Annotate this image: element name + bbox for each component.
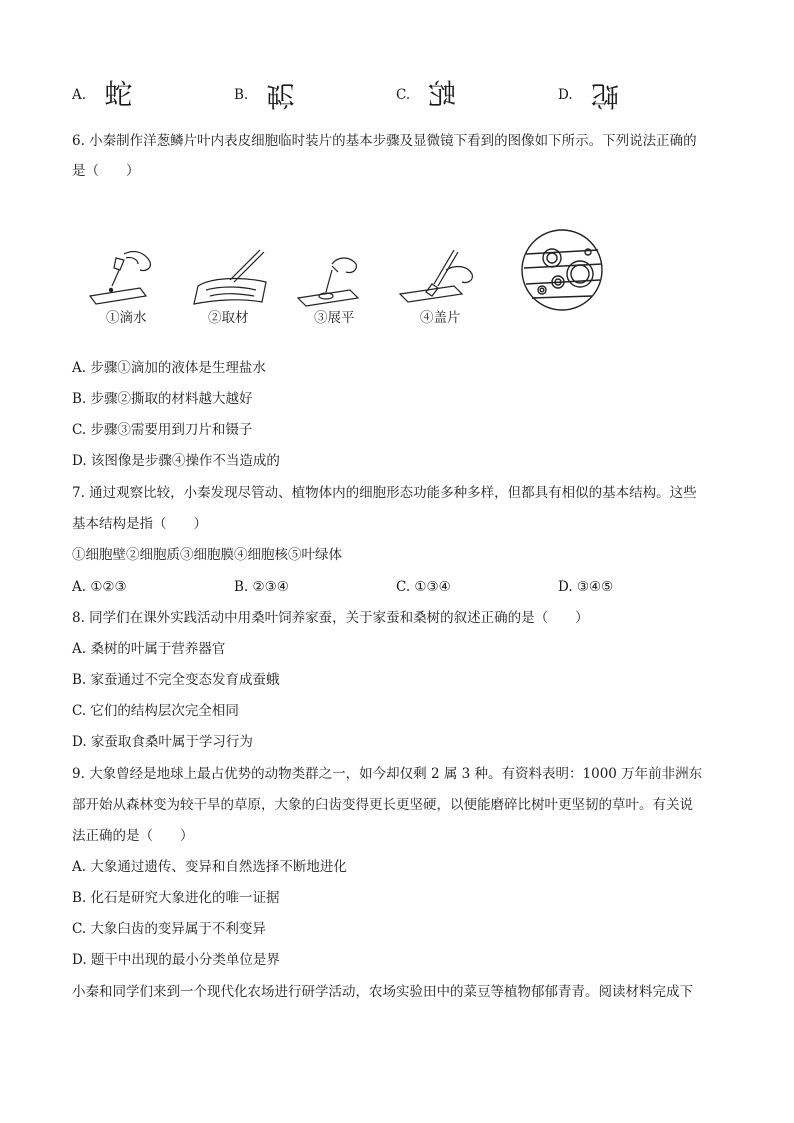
option-label: D. [558, 86, 573, 103]
character-flipped-vertical: 蛇 [266, 78, 295, 112]
q6-option-c: C. 步骤③需要用到刀片和镊子 [72, 422, 253, 438]
character-rotated: 蛇 [590, 78, 619, 112]
step1-drawing [90, 252, 150, 304]
microscope-view-drawing [522, 230, 602, 310]
step2-drawing [194, 250, 266, 304]
q9-stem-line1: 9. 大象曾经是地球上最占优势的动物类群之一，如今却仅剩 2 属 3 种。有资料表明：1000 万年前非洲东 [72, 766, 703, 782]
q5-option-c [396, 74, 456, 115]
q6-stem-line2: 是（ ） [72, 163, 140, 179]
character-normal: 蛇 [104, 77, 133, 111]
q7-option-d: D. ③④⑤ [558, 579, 614, 595]
q9-stem-line2: 部开始从森林变为较干旱的草原，大象的臼齿变得更长更坚硬，以便能磨碎比树叶更坚韧的草叶。有关说 [72, 797, 693, 813]
q7-stem-line1: 7. 通过观察比较，小秦发现尽管动、植物体内的细胞形态功能多种多样，但都具有相似的基本结构。这些 [72, 485, 697, 501]
q9-stem-line3: 法正确的是（ ） [72, 828, 194, 844]
q6-stem-line1: 6. 小秦制作洋葱鳞片叶内表皮细胞临时装片的基本步骤及显微镜下看到的图像如下所示。下列说法正确的 [72, 133, 697, 149]
step1-caption: ①滴水 [106, 310, 147, 326]
q8-option-a: A. 桑树的叶属于营养器官 [72, 641, 226, 657]
q7-option-b: B. ②③④ [234, 579, 289, 595]
q5-option-d [558, 74, 619, 115]
q5-option-b [234, 74, 295, 115]
q8-stem: 8. 同学们在课外实践活动中用桑叶饲养家蚕，关于家蚕和桑树的叙述正确的是（ ） [72, 610, 589, 626]
q9-option-b: B. 化石是研究大象进化的唯一证据 [72, 890, 280, 906]
q6-figure [80, 228, 620, 338]
q6-option-d: D. 该图像是步骤④操作不当造成的 [72, 453, 280, 469]
step4-drawing [400, 250, 472, 302]
material-intro: 小秦和同学们来到一个现代化农场进行研学活动，农场实验田中的菜豆等植物郁郁青青。阅读材料完成下 [72, 984, 693, 1000]
q5-option-a [72, 74, 132, 115]
step4-caption: ④盖片 [420, 310, 461, 326]
option-label: A. [72, 86, 87, 103]
q9-option-d: D. 题干中出现的最小分类单位是界 [72, 952, 280, 968]
q7-option-c: C. ①③④ [396, 579, 451, 595]
q6-option-a: A. 步骤①滴加的液体是生理盐水 [72, 360, 266, 376]
character-mirrored: 蛇 [428, 77, 457, 111]
q9-option-c: C. 大象臼齿的变异属于不利变异 [72, 921, 266, 937]
step2-caption: ②取材 [208, 310, 249, 326]
step3-caption: ③展平 [314, 310, 355, 326]
q9-option-a: A. 大象通过遗传、变异和自然选择不断地进化 [72, 859, 347, 875]
q8-option-c: C. 它们的结构层次完全相同 [72, 703, 239, 719]
q8-option-d: D. 家蚕取食桑叶属于学习行为 [72, 734, 253, 750]
q7-stem-line2: 基本结构是指（ ） [72, 516, 207, 532]
q7-items: ①细胞壁②细胞质③细胞膜④细胞核⑤叶绿体 [72, 547, 342, 563]
option-label: C. [396, 86, 411, 103]
q8-option-b: B. 家蚕通过不完全变态发育成蚕蛾 [72, 672, 280, 688]
q7-option-a: A. ①②③ [72, 579, 127, 595]
q5-options [0, 74, 794, 114]
option-label: B. [234, 86, 249, 103]
q6-option-b: B. 步骤②撕取的材料越大越好 [72, 391, 253, 407]
step3-drawing [298, 258, 358, 306]
